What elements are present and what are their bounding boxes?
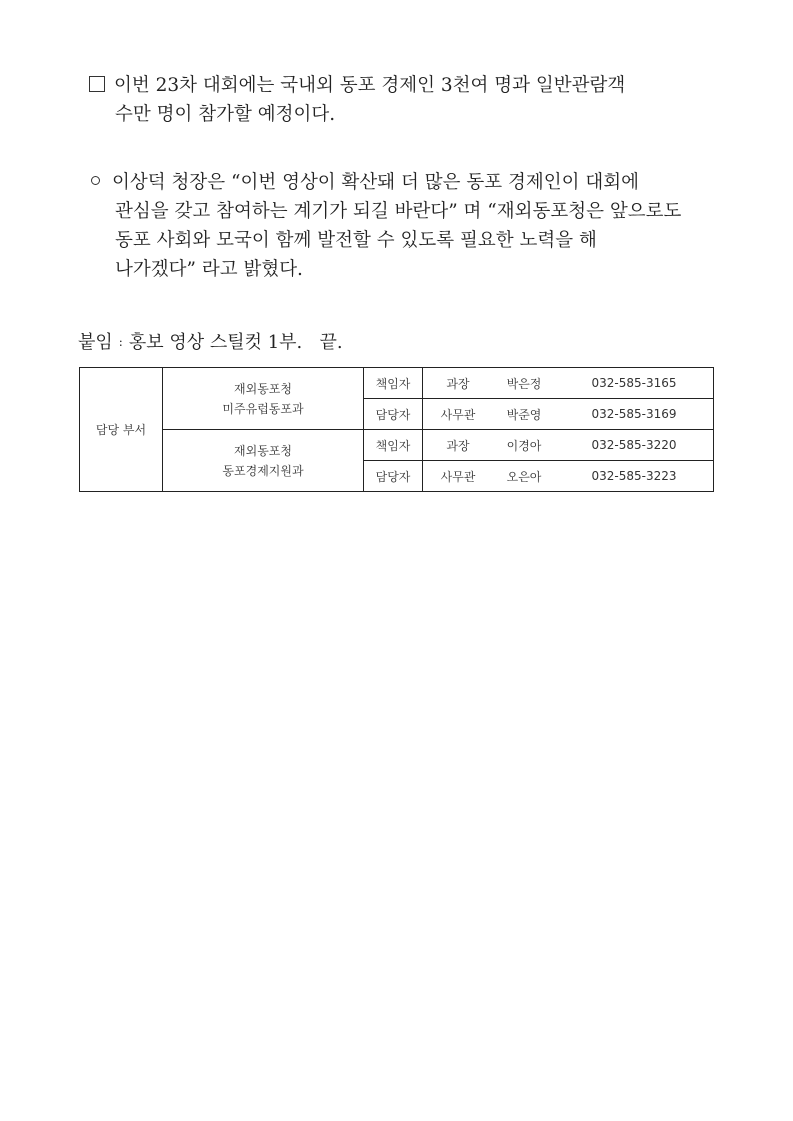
announcement-paragraph [88, 71, 728, 129]
paragraph-line: 관심을 갖고 참여하는 계기가 되길 바란다” 며 “재외동포청은 앞으로도 [115, 201, 682, 222]
paragraph-line [88, 168, 728, 197]
square-bullet-icon [89, 76, 105, 92]
attachment-note [78, 328, 343, 354]
paragraph-line: 수만 명이 참가할 예정이다. [115, 104, 336, 125]
paragraph-text: 이상덕 청장은 “이번 영상이 확산돼 더 많은 동포 경제인이 대회에 [112, 172, 640, 193]
role-cell: 책임자 [364, 430, 423, 461]
circle-bullet-icon [91, 176, 100, 185]
role-cell: 책임자 [364, 368, 423, 399]
org-cell [163, 368, 364, 430]
rank-cell: 과장 [423, 430, 494, 461]
attachment-text: 홍보 영상 스틸컷 1부. [128, 332, 303, 353]
table-row [80, 368, 714, 399]
phone-cell: 032-585-3220 [555, 430, 714, 461]
attachment-label: 붙임 [78, 332, 113, 353]
role-cell: 담당자 [364, 399, 423, 430]
rank-cell: 사무관 [423, 461, 494, 492]
quote-paragraph [88, 168, 728, 284]
org-cell [163, 430, 364, 492]
org-name: 재외동포청 [234, 381, 292, 396]
org-division: 미주유럽동포과 [222, 401, 304, 416]
phone-cell: 032-585-3165 [555, 368, 714, 399]
name-cell: 이경아 [493, 430, 555, 461]
paragraph-line [88, 71, 728, 100]
role-cell: 담당자 [364, 461, 423, 492]
dept-label: 담당 부서 [80, 368, 163, 492]
table-row [80, 430, 714, 461]
rank-cell: 과장 [423, 368, 494, 399]
rank-cell: 사무관 [423, 399, 494, 430]
name-cell: 박준영 [493, 399, 555, 430]
end-mark: 끝. [319, 332, 343, 353]
org-name: 재외동포청 [234, 443, 292, 458]
org-division: 동포경제지원과 [222, 463, 304, 478]
paragraph-line: 동포 사회와 모국이 함께 발전할 수 있도록 필요한 노력을 해 [115, 230, 597, 251]
phone-cell: 032-585-3169 [555, 399, 714, 430]
paragraph-line: 나가겠다” 라고 밝혔다. [115, 259, 303, 280]
name-cell: 박은정 [493, 368, 555, 399]
name-cell: 오은아 [493, 461, 555, 492]
paragraph-text: 이번 23차 대회에는 국내외 동포 경제인 3천여 명과 일반관람객 [114, 75, 626, 96]
contact-table [79, 367, 714, 492]
attachment-separator: : [118, 335, 123, 349]
phone-cell: 032-585-3223 [555, 461, 714, 492]
